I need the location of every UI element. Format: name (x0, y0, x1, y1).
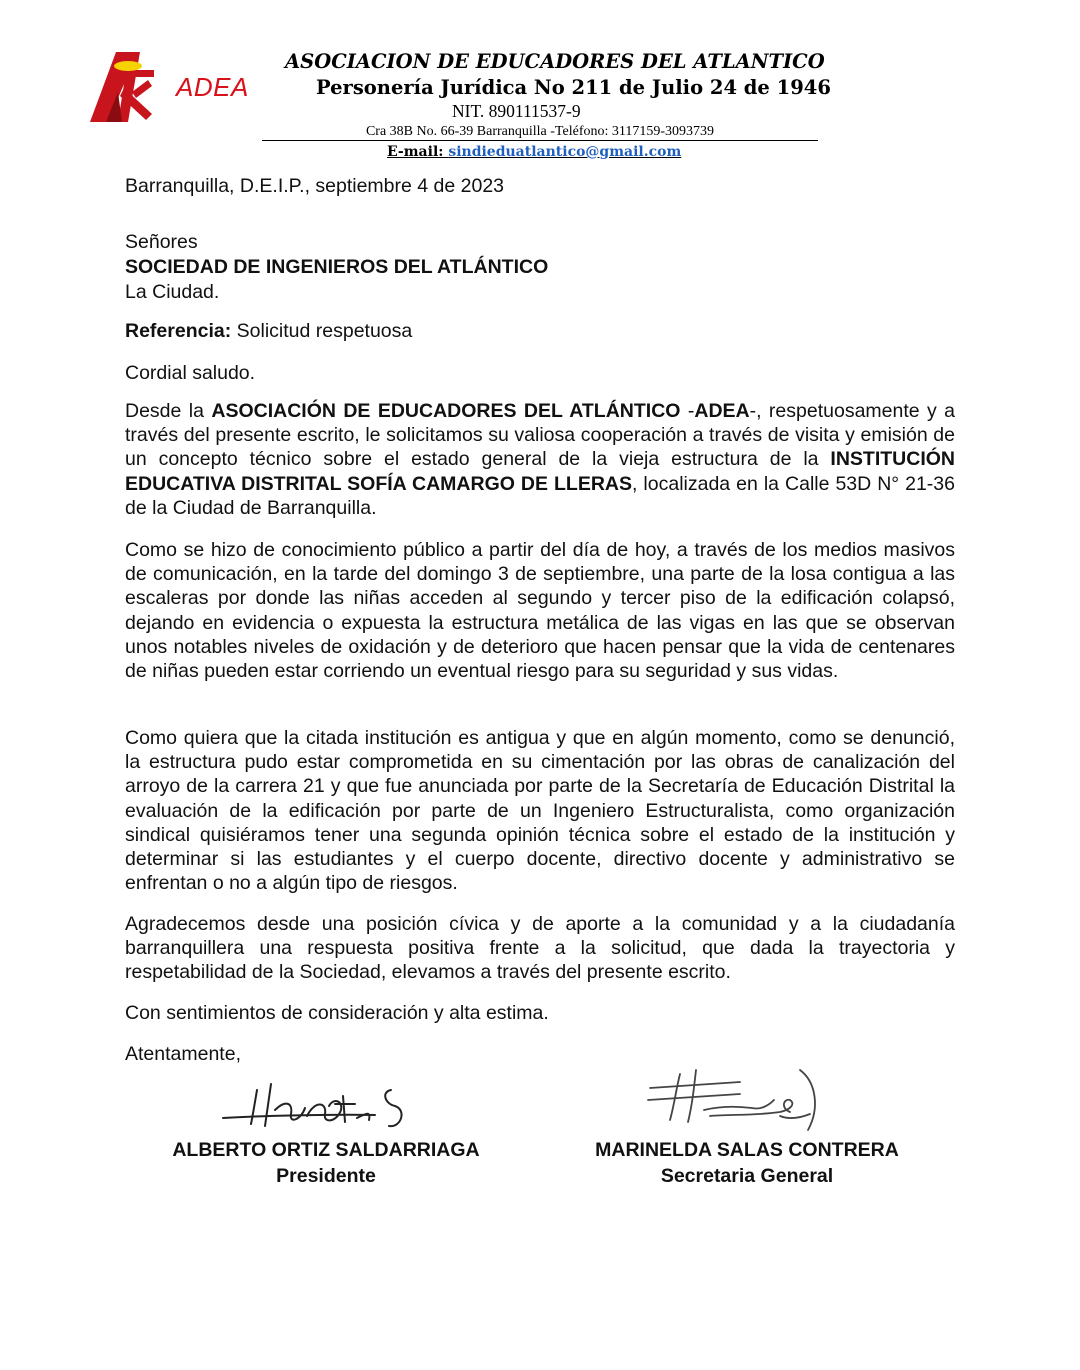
signatory-1-role: Presidente (276, 1165, 376, 1187)
legal-status-line: Personería Jurídica No 211 de Julio 24 de 1946 (316, 76, 831, 99)
reference-label: Referencia: (125, 320, 232, 342)
p1-acronym: ADEA (694, 400, 750, 422)
p1-institution-name: INSTITUCIÓN EDUCATIVA DISTRITAL SOFÍA CAMARGO DE LLERAS (125, 448, 955, 495)
greeting: Cordial saludo. (125, 362, 256, 384)
p1-text-a: Desde la (125, 400, 212, 422)
email-link[interactable]: sindieduatlantico@gmail.com (448, 144, 682, 160)
signature-president (215, 1070, 445, 1145)
email-label: E-mail: (387, 144, 444, 160)
recipient-city: La Ciudad. (125, 281, 220, 303)
paragraph-3: Como quiera que la citada institución es antigua y que en algún momento, como se denunció, la estructura pudo estar comprometida en su cimentación por las obras de canalización del arroyo de la carrera 21 y que fue anunciada por parte de la Secretaría de Educación Distrital la evaluación de la edificación por parte de un Ingeniero Estructuralista, como organización sindical quisiéramos tener una segunda opinión técnica sobre el estado de la institución y determinar si las estudiantes y el cuerpo docente, directivo docente y administrativo se enfrentan o no a algún tipo de riesgos. (125, 727, 955, 895)
paragraph-2: Como se hizo de conocimiento público a partir del día de hoy, a través de los medios masivos de comunicación, en la tarde del domingo 3 de septiembre, una parte de la losa contigua a las escaleras por donde las niñas acceden al segundo y tercer piso de la edificación colapsó, dejando en evidencia o expuesta la estructura metálica de las vigas en las que se observan unos notables niveles de oxidación y de deterioro que hacen pensar que la vida de centenares de niñas pueden estar corriendo un eventual riesgo para su seguridad y sus vidas. (125, 539, 955, 683)
address-line: Cra 38B No. 66-39 Barranquilla -Teléfono: 3117159-3093739 (262, 124, 818, 141)
closing-line: Con sentimientos de consideración y alta estima. (125, 1002, 549, 1024)
p1-association-name: ASOCIACIÓN DE EDUCADORES DEL ATLÁNTICO (211, 400, 681, 422)
paragraph-1 (125, 399, 955, 520)
reference-line (125, 319, 955, 343)
signatory-1-name: ALBERTO ORTIZ SALDARRIAGA (172, 1139, 480, 1161)
reference-text: Solicitud respetuosa (231, 320, 413, 342)
signature-secretary (640, 1060, 840, 1145)
signoff: Atentamente, (125, 1043, 241, 1065)
letter-date: Barranquilla, D.E.I.P., septiembre 4 de 2023 (125, 175, 505, 197)
p1-text-e: -, respetuosamente y a través del presente escrito, le solicitamos su valiosa cooperación a través de visita y emisión de un concepto técnico sobre el estado general de la vieja estructura de la (125, 400, 956, 471)
p1-text-c: - (680, 400, 695, 422)
organization-title: ASOCIACION DE EDUCADORES DEL ATLANTICO (285, 50, 825, 73)
signatory-2-role: Secretaria General (660, 1165, 834, 1187)
email-line (387, 144, 681, 160)
salutation-line: Señores (125, 231, 198, 253)
p1-text-g: , localizada en la Calle 53D N° 21-36 de la Ciudad de Barranquilla. (125, 472, 955, 519)
signatory-2-name: MARINELDA SALAS CONTRERA (595, 1139, 899, 1161)
paragraph-4: Agradecemos desde una posición cívica y de aporte a la comunidad y a la ciudadanía barranquillera una respuesta positiva frente a la solicitud, que dada la trayectoria y respetabilidad de la Sociedad, elevamos a través del presente escrito. (125, 913, 955, 984)
tax-id: NIT. 890111537-9 (452, 101, 581, 121)
recipient-name: SOCIEDAD DE INGENIEROS DEL ATLÁNTICO (125, 256, 549, 278)
logo-wordmark: ADEA (176, 72, 249, 102)
